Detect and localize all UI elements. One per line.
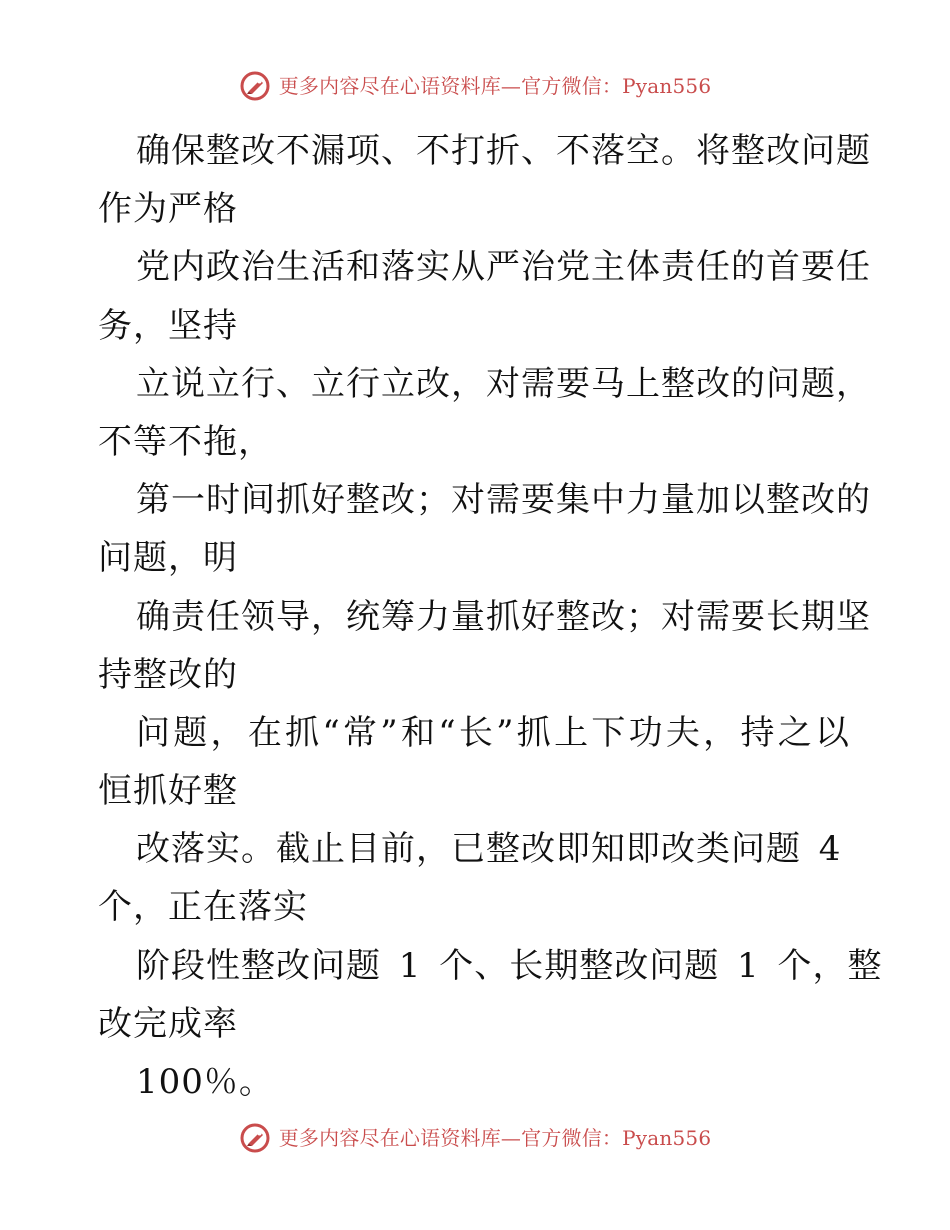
paragraph-line: 个，正在落实	[98, 887, 308, 928]
paragraph	[98, 122, 871, 238]
paragraph	[98, 355, 871, 471]
paragraph-line: 改落实。截止目前，已整改即知即改类问题 4	[136, 829, 842, 870]
paragraph-line: 立说立行、立行立改，对需要马上整改的问题，	[136, 363, 871, 404]
paragraph-line: 确保整改不漏项、不打折、不落空。将整改问题	[136, 131, 871, 171]
paragraph-line: 持整改的	[98, 654, 238, 695]
pen-logo-icon	[239, 1122, 271, 1154]
paragraph	[98, 1053, 850, 1111]
paragraph	[98, 820, 850, 936]
pen-logo-icon	[239, 70, 271, 102]
paragraph	[98, 704, 850, 820]
paragraph-line: 确责任领导，统筹力量抓好整改；对需要长期坚	[136, 596, 871, 637]
paragraph-line: 恒抓好整	[98, 771, 238, 812]
paragraph-line: 问题，在抓“常”和“长”抓上下功夫，持之以	[136, 712, 850, 753]
paragraph-line: 改完成率	[98, 1003, 238, 1044]
paragraph-line: 100％。	[136, 1062, 274, 1102]
paragraph-line: 第一时间抓好整改；对需要集中力量加以整改的	[136, 480, 871, 521]
paragraph-line: 作为严格	[98, 189, 238, 230]
paragraph-line: 问题，明	[98, 538, 238, 579]
paragraph	[98, 471, 871, 587]
paragraph-line: 务，坚持	[98, 305, 238, 346]
paragraph-line: 不等不拖，	[98, 421, 273, 462]
paragraph	[98, 937, 883, 1053]
paragraph-line: 党内政治生活和落实从严治党主体责任的首要任	[136, 247, 871, 288]
header-watermark-text: 更多内容尽在心语资料库—官方微信：Pyan556	[278, 74, 712, 98]
document-body	[98, 122, 883, 1111]
footer-watermark	[0, 1122, 950, 1154]
paragraph-line: 阶段性整改问题 1 个、长期整改问题 1 个，整	[136, 945, 883, 986]
paragraph	[98, 238, 871, 354]
paragraph	[98, 588, 871, 704]
footer-watermark-text: 更多内容尽在心语资料库—官方微信：Pyan556	[278, 1126, 712, 1150]
header-watermark	[0, 70, 950, 102]
